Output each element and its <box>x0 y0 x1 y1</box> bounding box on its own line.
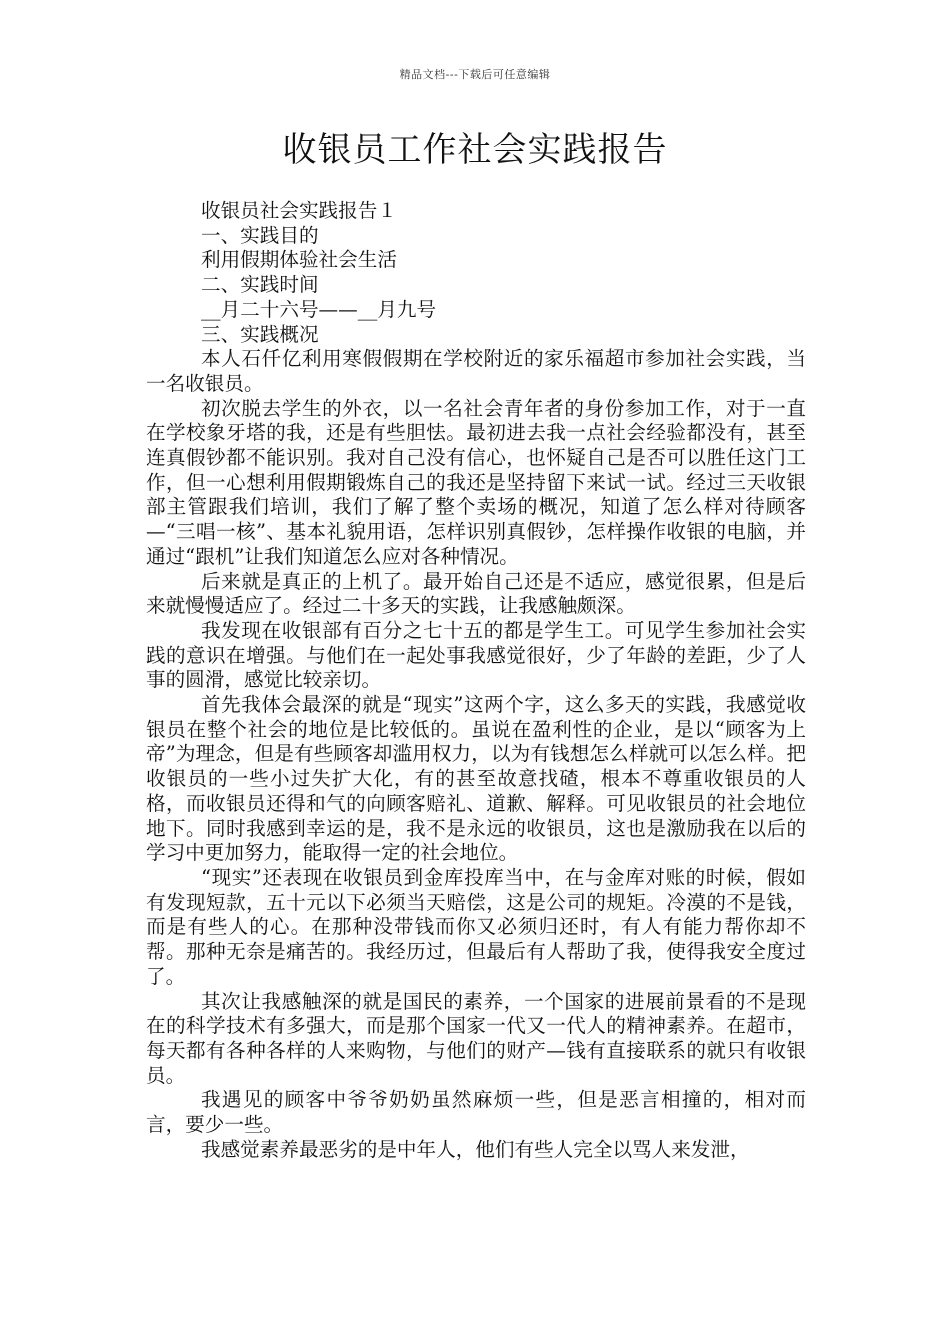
paragraph-student-workers: 我发现在收银部有百分之七十五的都是学生工。可见学生参加社会实践的意识在增强。与他们在一起处事我感觉很好，少了年龄的差距，少了人事的圆滑，感觉比较亲切。 <box>146 618 806 692</box>
report-label: 收银员社会实践报告１ <box>201 199 397 222</box>
purpose-heading: 一、实践目的 <box>201 223 319 247</box>
time-heading: 二、实践时间 <box>201 273 319 297</box>
purpose-text: 利用假期体验社会生活 <box>201 248 397 272</box>
paragraph-intro: 本人石仟亿利用寒假假期在学校附近的家乐福超市参加社会实践，当一名收银员。 <box>146 347 806 395</box>
paragraph-middle-aged: 我感觉素养最恶劣的是中年人，他们有些人完全以骂人来发泄， <box>201 1137 750 1161</box>
paragraph-vault: “现实”还表现在收银员到金库投库当中，在与金库对账的时候，假如有发现短款，五十元以下必须当天赔偿，这是公司的规矩。冷漠的不是钱，而是有些人的心。在那种没带钱而你又必须归还时，有人有能力帮你却不帮。那种无奈是痛苦的。我经历过，但最后有人帮助了我，使得我安全度过了。 <box>146 865 806 988</box>
paragraph-national-quality: 其次让我感触深的就是国民的素养，一个国家的进展前景看的不是现在的科学技术有多强大，而是那个国家一代又一代人的精神素养。在超市，每天都有各种各样的人来购物，与他们的财产—钱有直接联系的就只有收银员。 <box>146 989 806 1087</box>
document-body <box>146 199 806 1162</box>
time-text: __月二十六号——__月九号 <box>201 297 437 321</box>
paragraph-elderly-customers: 我遇见的顾客中爷爷奶奶虽然麻烦一些，但是恶言相撞的，相对而言，要少一些。 <box>146 1088 806 1137</box>
overview-heading: 三、实践概况 <box>201 322 319 346</box>
paragraph-first-job: 初次脱去学生的外衣，以一名社会青年者的身份参加工作，对于一直在学校象牙塔的我，还是有些胆怯。最初进去我一点社会经验都没有，甚至连真假钞都不能识别。我对自己没有信心，也怀疑自己是否可以胜任这门工作，但一心想利用假期锻炼自己的我还是坚持留下来试一试。经过三天收银部主管跟我们培训，我们了解了整个卖场的概况，知道了怎么样对待顾客—“三唱一核”、基本礼貌用语，怎样识别真假钞，怎样操作收银的电脑，并通过“跟机”让我们知道怎么应对各种情况。 <box>146 396 806 568</box>
header-note: 精品文档---下载后可任意编辑 <box>399 68 551 81</box>
paragraph-reality: 首先我体会最深的就是“现实”这两个字，这么多天的实践，我感觉收银员在整个社会的地位是比较低的。虽说在盈利性的企业，是以“顾客为上帝”为理念，但是有些顾客却滥用权力，以为有钱想怎么样就可以怎么样。把收银员的一些小过失扩大化，有的甚至故意找碴，根本不尊重收银员的人格，而收银员还得和气的向顾客赔礼、道歉、解释。可见收银员的社会地位地下。同时我感到幸运的是，我不是永远的收银员，这也是激励我在以后的学习中更加努力，能取得一定的社会地位。 <box>146 693 806 865</box>
document-title: 收银员工作社会实践报告 <box>282 130 668 170</box>
paragraph-on-machine: 后来就是真正的上机了。最开始自己还是不适应，感觉很累，但是后来就慢慢适应了。经过二十多天的实践，让我感触颇深。 <box>146 569 806 618</box>
